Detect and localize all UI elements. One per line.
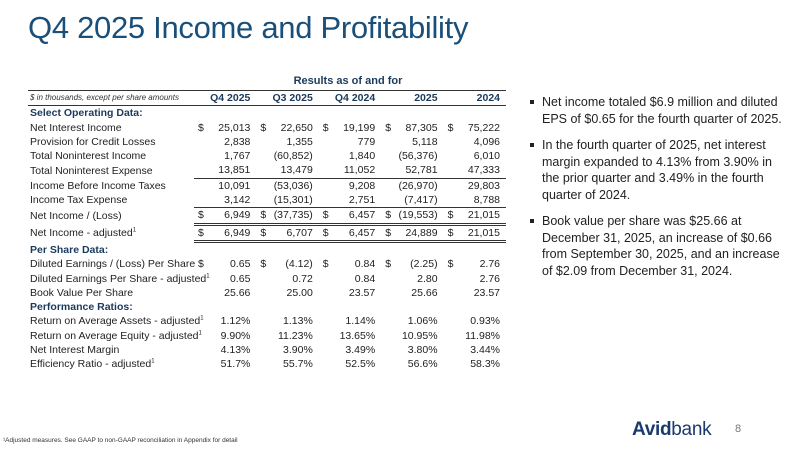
table-cell bbox=[194, 178, 256, 193]
cell-value: 9.90% bbox=[220, 329, 251, 342]
footnote-marker: 1 bbox=[206, 273, 210, 280]
table-cell bbox=[381, 193, 443, 208]
table-cell bbox=[319, 286, 381, 300]
cell-value: 10,091 bbox=[218, 179, 251, 192]
cell-value: 52.5% bbox=[345, 358, 376, 371]
cell-value: 6,457 bbox=[348, 226, 376, 239]
cell-value: 2,838 bbox=[224, 135, 251, 148]
currency-symbol: $ bbox=[198, 226, 204, 239]
cell-value: (60,852) bbox=[273, 150, 313, 163]
table-cell bbox=[256, 357, 318, 371]
row-label: Income Tax Expense bbox=[30, 194, 128, 207]
table-cell bbox=[444, 135, 506, 149]
cell-value: 6,010 bbox=[473, 150, 500, 163]
cell-value: 1.13% bbox=[283, 315, 313, 328]
table-cell bbox=[444, 224, 506, 241]
row-label: Total Noninterest Income bbox=[30, 150, 147, 163]
currency-symbol: $ bbox=[260, 226, 267, 239]
cell-value: 2,751 bbox=[348, 194, 376, 207]
cell-value: 3.49% bbox=[345, 344, 376, 357]
table-cell bbox=[194, 343, 256, 357]
cell-value: 5,118 bbox=[412, 135, 438, 148]
cell-value: 2.76 bbox=[479, 272, 500, 285]
table-cell bbox=[444, 193, 506, 208]
table-cell bbox=[194, 149, 256, 163]
currency-symbol: $ bbox=[322, 121, 329, 134]
section-heading: Performance Ratios: bbox=[30, 301, 133, 314]
table-cell bbox=[194, 329, 256, 343]
row-label: Diluted Earnings Per Share - adjusted$^1$ bbox=[30, 272, 210, 285]
column-header: Q4 2024 bbox=[334, 92, 376, 104]
row-label: Return on Average Assets - adjusted$^1$ bbox=[30, 315, 204, 328]
table-cell bbox=[256, 314, 318, 328]
table-cell bbox=[381, 286, 443, 300]
table-cell bbox=[381, 178, 443, 193]
currency-symbol: $ bbox=[198, 209, 204, 222]
table-cell bbox=[444, 208, 506, 224]
table-cell bbox=[444, 257, 506, 271]
cell-value: 0.84 bbox=[354, 258, 376, 271]
super-header-rule bbox=[193, 90, 506, 91]
section-heading: Select Operating Data: bbox=[30, 107, 143, 120]
currency-symbol: $ bbox=[385, 226, 392, 239]
table-cell bbox=[194, 224, 256, 241]
table-cell bbox=[194, 257, 256, 271]
cell-value: (56,376) bbox=[398, 150, 438, 163]
footnote: ¹Adjusted measures. See GAAP to non-GAAP reconciliation in Appendix for detail bbox=[3, 437, 238, 444]
cell-value: 3.80% bbox=[407, 344, 438, 357]
cell-value: 2.76 bbox=[479, 258, 500, 271]
cell-value: 75,222 bbox=[467, 121, 500, 134]
cell-value: 13.65% bbox=[339, 329, 376, 342]
table-cell bbox=[319, 149, 381, 163]
table-cell bbox=[256, 149, 318, 163]
cell-value: 10.95% bbox=[401, 329, 438, 342]
cell-value: 25.66 bbox=[224, 286, 251, 299]
cell-value: 6,949 bbox=[224, 209, 251, 222]
table-row bbox=[28, 357, 506, 371]
cell-value: 87,305 bbox=[405, 121, 438, 134]
row-label: Provision for Credit Losses bbox=[30, 135, 156, 148]
table-cell bbox=[444, 357, 506, 371]
cell-value: (15,301) bbox=[273, 194, 313, 207]
cell-value: 19,199 bbox=[343, 121, 376, 134]
table-cell bbox=[256, 224, 318, 241]
table-row bbox=[28, 329, 506, 343]
currency-symbol: $ bbox=[385, 258, 392, 271]
table-cell bbox=[319, 193, 381, 208]
table-row bbox=[28, 149, 506, 163]
table-cell bbox=[319, 272, 381, 286]
table-cell bbox=[444, 286, 506, 300]
currency-symbol: $ bbox=[447, 209, 454, 222]
row-label: Net Interest Income bbox=[30, 121, 122, 134]
cell-value: 23.57 bbox=[348, 286, 376, 299]
cell-value: 3,142 bbox=[224, 194, 251, 207]
row-label: Net Income - adjusted$^1$ bbox=[30, 226, 137, 239]
table-cell bbox=[194, 314, 256, 328]
currency-symbol: $ bbox=[447, 258, 454, 271]
table-row bbox=[28, 178, 506, 193]
cell-value: 51.7% bbox=[220, 358, 251, 371]
cell-value: 3.90% bbox=[283, 344, 313, 357]
table-cell bbox=[444, 329, 506, 343]
page-number: 8 bbox=[735, 423, 742, 435]
cell-value: (19,553) bbox=[398, 209, 438, 222]
footnote-marker: 1 bbox=[198, 330, 202, 337]
row-label: Diluted Earnings / (Loss) Per Share bbox=[30, 258, 196, 271]
cell-value: 1,840 bbox=[348, 150, 376, 163]
cell-value: (37,735) bbox=[273, 209, 313, 222]
cell-value: 8,788 bbox=[473, 194, 500, 207]
cell-value: (2.25) bbox=[410, 258, 438, 271]
currency-symbol: $ bbox=[322, 209, 329, 222]
currency-symbol: $ bbox=[198, 258, 204, 271]
table-cell bbox=[381, 149, 443, 163]
column-header: Q3 2025 bbox=[272, 92, 313, 104]
highlight-item: Net income totaled $6.9 million and diluted EPS of $0.65 for the fourth quarter of 2025. bbox=[530, 94, 792, 127]
cell-value: 1.12% bbox=[220, 315, 251, 328]
table-cell bbox=[256, 286, 318, 300]
table-row bbox=[28, 343, 506, 357]
cell-value: 4.13% bbox=[220, 344, 251, 357]
avidbank-logo bbox=[632, 419, 711, 441]
section-heading-row bbox=[28, 241, 506, 257]
table-cell bbox=[381, 357, 443, 371]
cell-value: (53,036) bbox=[273, 179, 313, 192]
cell-value: 11.23% bbox=[277, 329, 313, 342]
table-cell bbox=[256, 208, 318, 224]
section-heading-row bbox=[28, 300, 506, 314]
table-cell bbox=[256, 343, 318, 357]
table-cell bbox=[444, 149, 506, 163]
table-row bbox=[28, 257, 506, 271]
table-cell bbox=[381, 121, 443, 135]
currency-symbol: $ bbox=[385, 209, 392, 222]
table-cell bbox=[194, 121, 256, 135]
table-cell bbox=[444, 121, 506, 135]
footnote-marker: 1 bbox=[132, 227, 137, 234]
table-cell bbox=[256, 163, 318, 178]
table-cell bbox=[381, 272, 443, 286]
footnote-marker: 1 bbox=[151, 358, 155, 365]
table-cell bbox=[381, 314, 443, 328]
page-title: Q4 2025 Income and Profitability bbox=[28, 10, 469, 45]
cell-value: 24,889 bbox=[405, 226, 438, 239]
cell-value: 29,803 bbox=[467, 179, 500, 192]
cell-value: 47,333 bbox=[467, 164, 500, 177]
table-cell bbox=[444, 272, 506, 286]
cell-value: 1.06% bbox=[407, 315, 438, 328]
cell-value: 0.93% bbox=[470, 315, 500, 328]
cell-value: 11,052 bbox=[343, 164, 376, 177]
cell-value: 25,013 bbox=[218, 121, 251, 134]
table-cell bbox=[319, 357, 381, 371]
cell-value: 1,767 bbox=[224, 150, 251, 163]
cell-value: 25.00 bbox=[286, 286, 313, 299]
cell-value: 6,707 bbox=[286, 226, 313, 239]
cell-value: 6,949 bbox=[224, 226, 251, 239]
table-cell bbox=[194, 208, 256, 224]
cell-value: 52,781 bbox=[405, 164, 438, 177]
cell-value: 13,851 bbox=[218, 164, 251, 177]
cell-value: 779 bbox=[357, 135, 376, 148]
table-cell bbox=[319, 121, 381, 135]
table-cell bbox=[381, 135, 443, 149]
cell-value: 13,479 bbox=[280, 164, 313, 177]
cell-value: 0.72 bbox=[292, 272, 313, 285]
cell-value: 0.65 bbox=[229, 258, 251, 271]
table-cell bbox=[194, 135, 256, 149]
table-row bbox=[28, 135, 506, 149]
row-label: Net Interest Margin bbox=[30, 344, 120, 357]
table-cell bbox=[319, 329, 381, 343]
cell-value: 9,208 bbox=[348, 179, 376, 192]
table-header-row bbox=[28, 91, 506, 106]
cell-value: 0.65 bbox=[229, 272, 251, 285]
cell-value: 1.14% bbox=[345, 315, 376, 328]
logo-part-1: Avid bbox=[632, 419, 672, 440]
table-cell bbox=[256, 178, 318, 193]
cell-value: 56.6% bbox=[407, 358, 438, 371]
cell-value: 3.44% bbox=[470, 344, 500, 357]
table-cell bbox=[444, 178, 506, 193]
table-body bbox=[28, 106, 506, 372]
table-cell bbox=[444, 343, 506, 357]
table-cell bbox=[256, 272, 318, 286]
table-cell bbox=[381, 257, 443, 271]
table-cell bbox=[194, 272, 256, 286]
table-cell bbox=[381, 343, 443, 357]
table-row bbox=[28, 286, 506, 300]
table-cell bbox=[256, 121, 318, 135]
row-label: Net Income / (Loss) bbox=[30, 209, 122, 222]
units-note: $ in thousands, except per share amounts bbox=[30, 93, 179, 102]
currency-symbol: $ bbox=[447, 226, 454, 239]
section-heading: Per Share Data: bbox=[30, 243, 109, 256]
highlight-item: In the fourth quarter of 2025, net interest margin expanded to 4.13% from 3.90% in the prior quarter and 3.49% in the fourth quarter of 2024. bbox=[530, 137, 792, 203]
table-cell bbox=[319, 135, 381, 149]
table-row bbox=[28, 121, 506, 135]
currency-symbol: $ bbox=[447, 121, 454, 134]
table-cell bbox=[381, 208, 443, 224]
table-cell bbox=[444, 314, 506, 328]
table-cell bbox=[319, 314, 381, 328]
cell-value: 21,015 bbox=[467, 226, 500, 239]
table-super-header: Results as of and for bbox=[293, 75, 403, 87]
currency-symbol: $ bbox=[260, 121, 267, 134]
cell-value: 6,457 bbox=[348, 209, 376, 222]
cell-value: 2.80 bbox=[417, 272, 438, 285]
row-label: Efficiency Ratio - adjusted$^1$ bbox=[30, 358, 155, 371]
cell-value: (7,417) bbox=[404, 194, 438, 207]
table-cell bbox=[381, 163, 443, 178]
table-row bbox=[28, 163, 506, 178]
cell-value: 55.7% bbox=[283, 358, 313, 371]
table-cell bbox=[256, 135, 318, 149]
table-cell bbox=[194, 357, 256, 371]
table-cell bbox=[256, 329, 318, 343]
cell-value: 25.66 bbox=[411, 286, 438, 299]
cell-value: 23.57 bbox=[473, 286, 500, 299]
currency-symbol: $ bbox=[385, 121, 392, 134]
table-row bbox=[28, 193, 506, 208]
cell-value: 11.98% bbox=[465, 329, 500, 342]
table-cell bbox=[256, 257, 318, 271]
table-row bbox=[28, 272, 506, 286]
table-cell bbox=[194, 163, 256, 178]
row-label: Income Before Income Taxes bbox=[30, 179, 166, 192]
highlights-list bbox=[530, 94, 792, 289]
table-cell bbox=[194, 286, 256, 300]
row-label: Return on Average Equity - adjusted$^1$ bbox=[30, 329, 202, 342]
currency-symbol: $ bbox=[260, 209, 267, 222]
currency-symbol: $ bbox=[322, 226, 329, 239]
table-row bbox=[28, 314, 506, 328]
table-cell bbox=[381, 329, 443, 343]
table-row bbox=[28, 224, 506, 241]
cell-value: 4,096 bbox=[473, 135, 500, 148]
table-row bbox=[28, 208, 506, 224]
cell-value: (4.12) bbox=[285, 258, 313, 271]
table-cell bbox=[319, 343, 381, 357]
currency-symbol: $ bbox=[322, 258, 329, 271]
table-cell bbox=[194, 193, 256, 208]
row-label: Total Noninterest Expense bbox=[30, 164, 153, 177]
section-heading-row bbox=[28, 106, 506, 121]
cell-value: 58.3% bbox=[470, 358, 500, 371]
table-cell bbox=[319, 178, 381, 193]
cell-value: 22,650 bbox=[280, 121, 313, 134]
column-header: Q4 2025 bbox=[210, 92, 251, 104]
cell-value: 1,355 bbox=[286, 135, 313, 148]
logo-part-2: bank bbox=[671, 419, 712, 440]
currency-symbol: $ bbox=[198, 121, 204, 134]
footnote-marker: 1 bbox=[200, 315, 204, 322]
column-header: 2024 bbox=[476, 92, 500, 104]
financial-table bbox=[28, 90, 506, 372]
highlight-item: Book value per share was $25.66 at December 31, 2025, an increase of $0.66 from September 30, 2025, and an increase of $2.09 from December 31, 2024. bbox=[530, 213, 792, 279]
table-cell bbox=[256, 193, 318, 208]
table-cell bbox=[444, 163, 506, 178]
cell-value: 0.84 bbox=[354, 272, 376, 285]
table-cell bbox=[381, 224, 443, 241]
cell-value: (26,970) bbox=[398, 179, 438, 192]
table-cell bbox=[319, 163, 381, 178]
currency-symbol: $ bbox=[260, 258, 267, 271]
row-label: Book Value Per Share bbox=[30, 286, 134, 299]
cell-value: 21,015 bbox=[467, 209, 500, 222]
table-cell bbox=[319, 224, 381, 241]
column-header: 2025 bbox=[414, 92, 438, 104]
financial-table-container bbox=[28, 74, 506, 372]
table-cell bbox=[319, 257, 381, 271]
table-cell bbox=[319, 208, 381, 224]
